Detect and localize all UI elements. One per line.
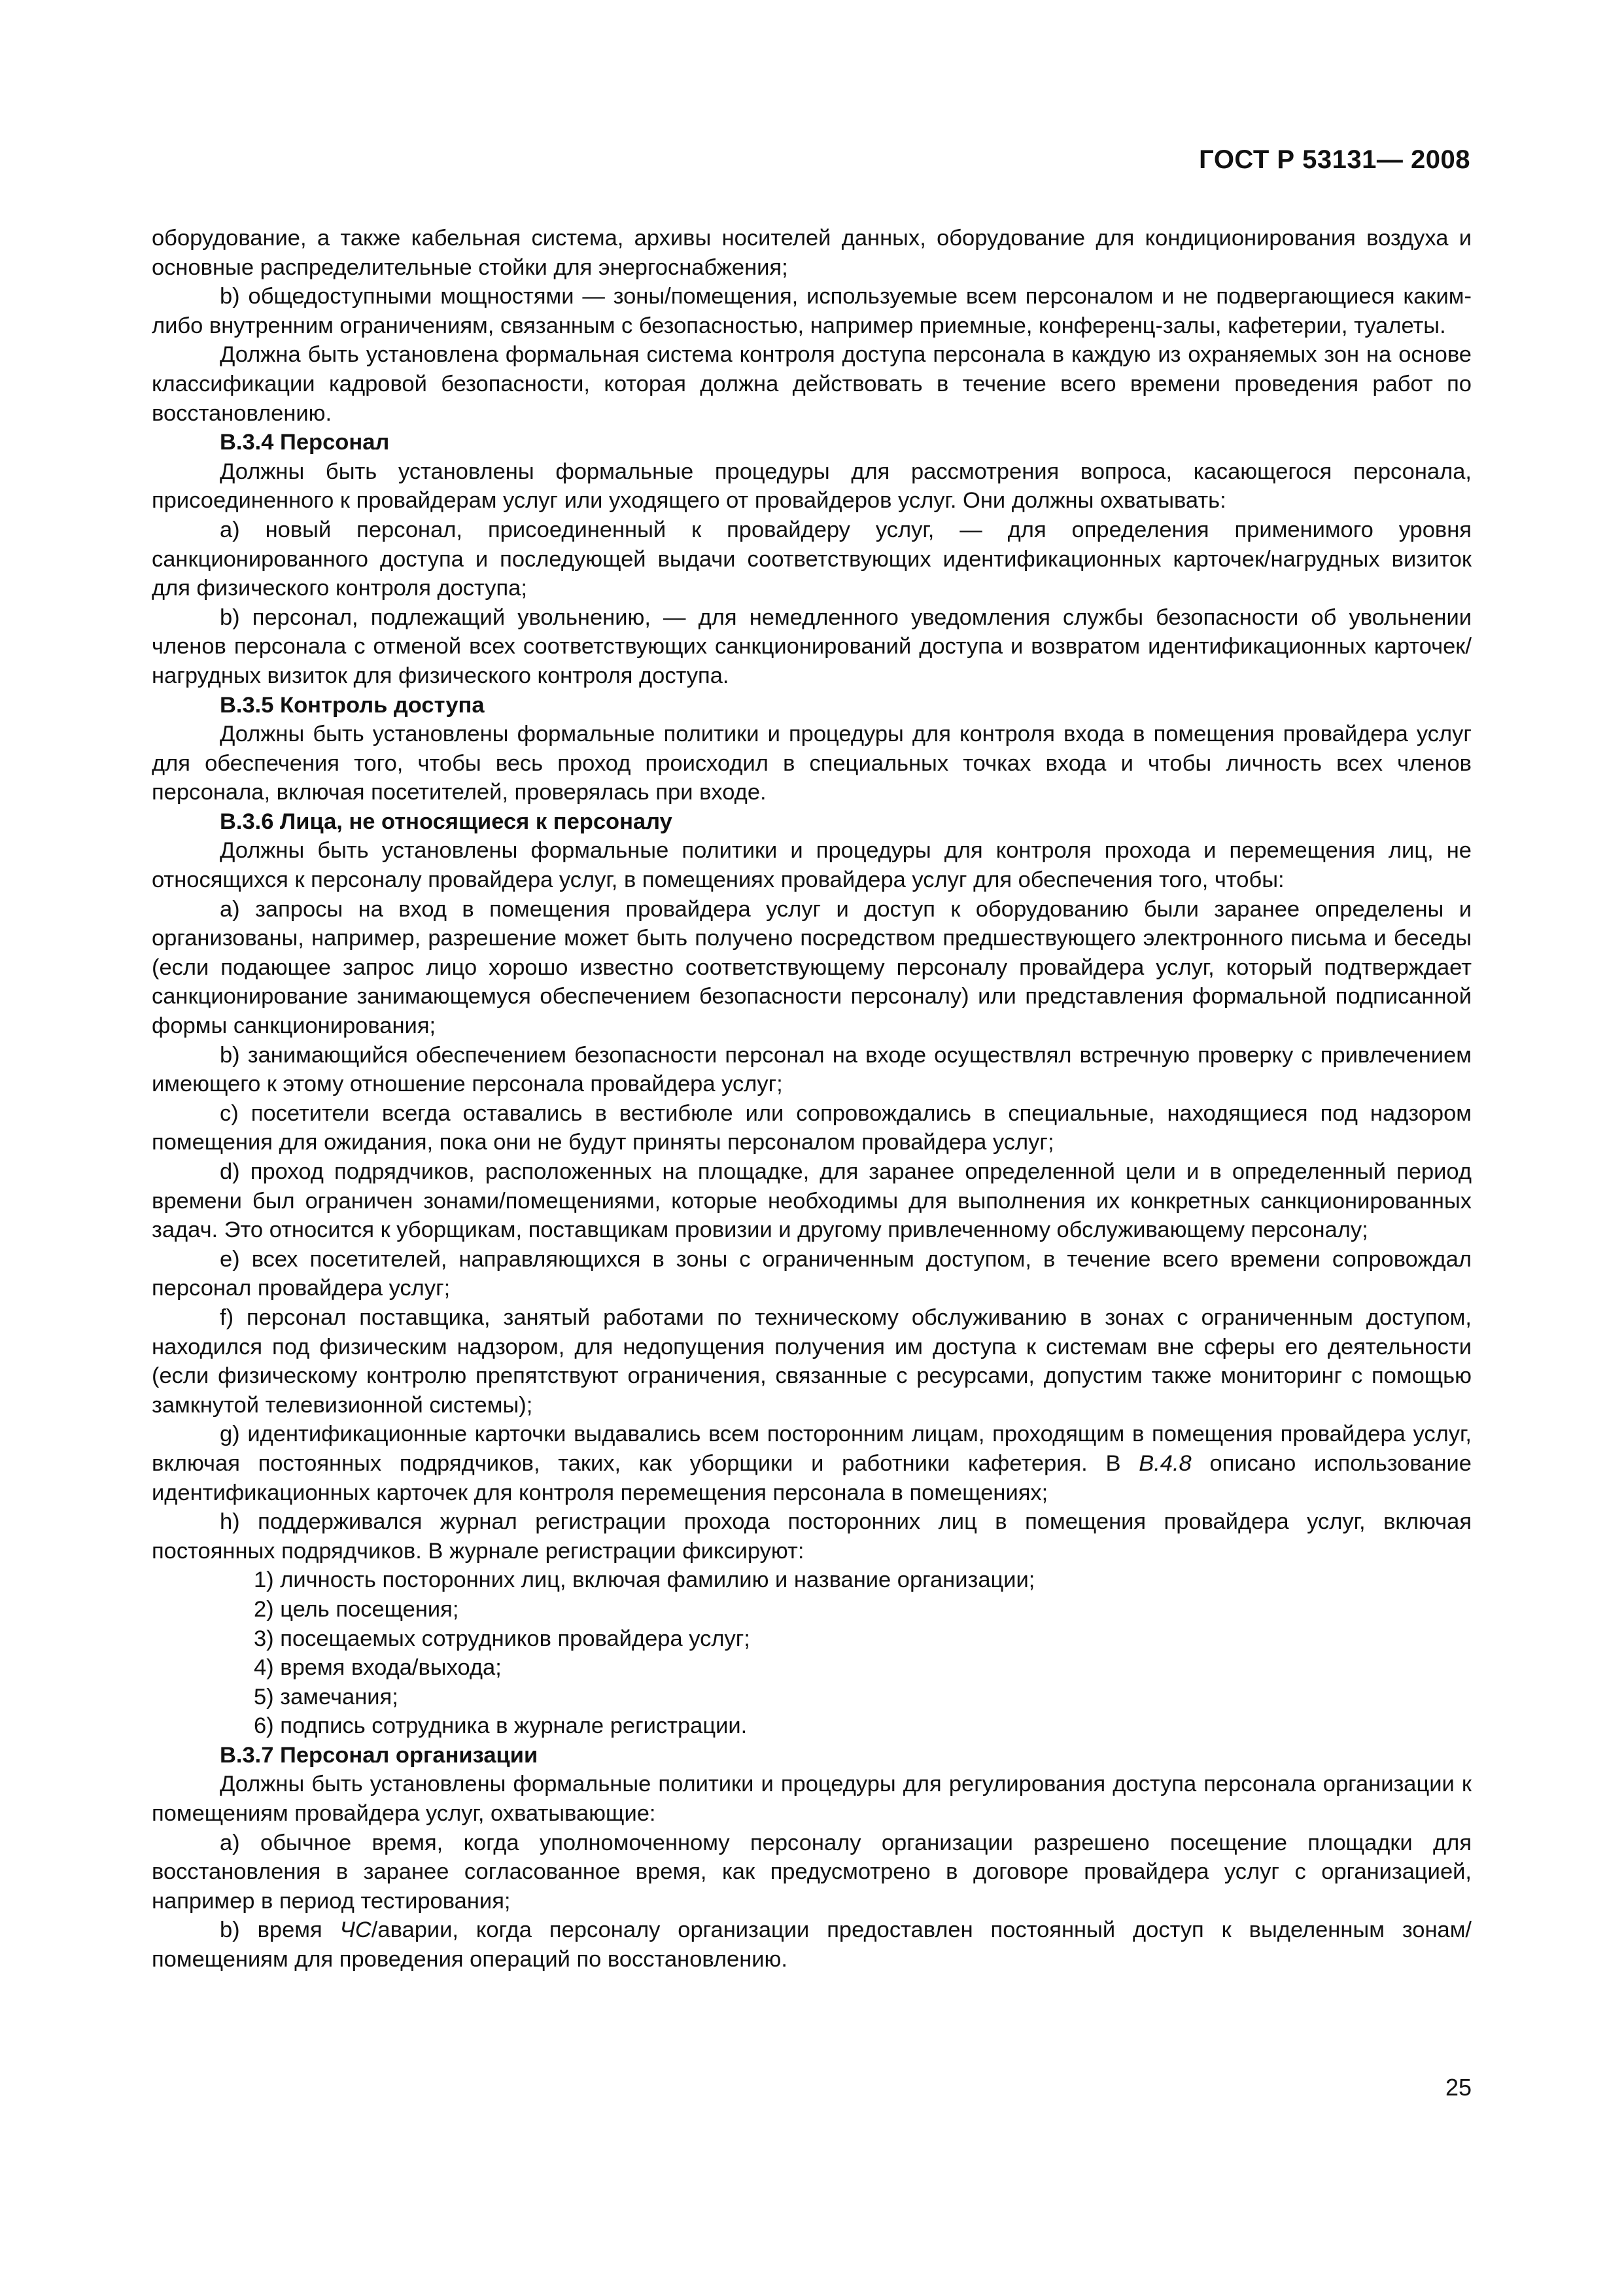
- paragraph: h) поддерживался журнал регистрации прохода посторонних лиц в помещения провайдера услуг, включая постоянных подрядчиков. В журнале регистрации фиксируют:: [152, 1509, 1472, 1564]
- section-heading-b36: В.3.6 Лица, не относящиеся к персоналу: [220, 809, 672, 834]
- page-number: 25: [1445, 2074, 1472, 2101]
- paragraph: b) общедоступными мощностями — зоны/помещения, используемые всем персоналом и не подвергающиеся каким-либо внутренним ограничениям, связанным с безопасностью, например приемные, конференц-залы, кафетерии, туалеты.: [152, 284, 1472, 338]
- text-run: g) идентификационные карточки выдавались всем посторонним лицам, проходящим в помещения провайдера услуг, включая постоянных подрядчиков, таких, как уборщики и работники кафетерия. В: [152, 1422, 1472, 1476]
- list-item: 4) время входа/выхода;: [254, 1655, 502, 1681]
- document-body: [152, 224, 1472, 1974]
- paragraph: d) проход подрядчиков, расположенных на площадке, для заранее определенной цели и в определенный период времени был ограничен зонами/помещениями, которые необходимы для выполнения их конкретных санкционированных задач. Это относится к уборщикам, поставщикам провизии и другому привлеченному обслуживающему персоналу;: [152, 1159, 1472, 1243]
- paragraph: f) персонал поставщика, занятый работами по техническому обслуживанию в зонах с ограниченным доступом, находился под физическим надзором, для недопущения получения им доступа к системам вне сферы его деятельности (если физическому контролю препятствуют ограничения, связанные с ресурсами, допустим также мониторинг с помощью замкнутой телевизионной системы);: [152, 1305, 1472, 1418]
- text-run: описано использование идентификационных карточек для контроля перемещения персонала в помещениях;: [152, 1450, 1472, 1505]
- list-item: 5) замечания;: [254, 1684, 398, 1709]
- list-item: 6) подпись сотрудника в журнале регистрации.: [254, 1713, 748, 1739]
- paragraph: Должны быть установлены формальные политики и процедуры для контроля входа в помещения провайдера услуг для обеспечения того, чтобы весь проход происходил в специальных точках входа и чтобы личность всех членов персонала, включая посетителей, проверялась при входе.: [152, 722, 1472, 805]
- paragraph: Должны быть установлены формальные процедуры для рассмотрения вопроса, касающегося персонала, присоединенного к провайдерам услуг или уходящего от провайдеров услуг. Они должны охватывать:: [152, 459, 1472, 514]
- text-run: b) время: [220, 1918, 340, 1943]
- paragraph: е) всех посетителей, направляющихся в зоны с ограниченным доступом, в течение всего времени сопровождал персонал провайдера услуг;: [152, 1246, 1472, 1301]
- paragraph: оборудование, а также кабельная система, архивы носителей данных, оборудование для кондиционирования воздуха и основные распределительные стойки для энергоснабжения;: [152, 226, 1472, 280]
- section-heading-b35: В.3.5 Контроль доступа: [220, 692, 485, 718]
- document-header: ГОСТ Р 53131— 2008: [1199, 145, 1470, 174]
- abbreviation: ЧС: [339, 1918, 371, 1943]
- paragraph: а) новый персонал, присоединенный к провайдеру услуг, — для определения применимого уровня санкционированного доступа и последующей выдачи соответствующих идентификационных карточек/нагрудных визиток для физического контроля доступа;: [152, 517, 1472, 601]
- paragraph: а) обычное время, когда уполномоченному персоналу организации разрешено посещение площадки для восстановления в заранее согласованное время, как предусмотрено в договоре провайдера услуг с организацией, например в период тестирования;: [152, 1830, 1472, 1914]
- text-run: /аварии, когда персоналу организации предоставлен постоянный доступ к выделенным зонам/помещениям для проведения операций по восстановлению.: [152, 1918, 1472, 1972]
- paragraph: с) посетители всегда оставались в вестибюле или сопровождались в специальные, находящиеся под надзором помещения для ожидания, пока они не будут приняты персоналом провайдера услуг;: [152, 1100, 1472, 1155]
- paragraph: b) персонал, подлежащий увольнению, — для немедленного уведомления службы безопасности об увольнении членов персонала с отменой всех соответствующих санкционирований доступа и возвратом идентификационных карточек/нагрудных визиток для физического контроля доступа.: [152, 604, 1472, 688]
- list-item: 3) посещаемых сотрудников провайдера услуг;: [254, 1626, 750, 1651]
- paragraph: Должна быть установлена формальная система контроля доступа персонала в каждую из охраняемых зон на основе классификации кадровой безопасности, которая должна действовать в течение всего времени проведения работ по восстановлению.: [152, 342, 1472, 426]
- paragraph: [152, 1916, 1472, 1974]
- section-heading-b34: В.3.4 Персонал: [220, 430, 390, 455]
- cross-reference: В.4.8: [1139, 1450, 1192, 1476]
- list-item: 1) личность посторонних лиц, включая фамилию и название организации;: [254, 1568, 1035, 1593]
- paragraph: [152, 1420, 1472, 1507]
- section-heading-b37: В.3.7 Персонал организации: [220, 1742, 538, 1768]
- paragraph: Должны быть установлены формальные политики и процедуры для регулирования доступа персонала организации к помещениям провайдера услуг, охватывающие:: [152, 1772, 1472, 1827]
- paragraph: Должны быть установлены формальные политики и процедуры для контроля прохода и перемещения лиц, не относящихся к персоналу провайдера услуг, в помещениях провайдера услуг для обеспечения того, чтобы:: [152, 838, 1472, 893]
- list-item: 2) цель посещения;: [254, 1596, 459, 1622]
- paragraph: b) занимающийся обеспечением безопасности персонал на входе осуществлял встречную проверку с привлечением имеющего к этому отношение персонала провайдера услуг;: [152, 1042, 1472, 1097]
- paragraph: а) запросы на вход в помещения провайдера услуг и доступ к оборудованию были заранее определены и организованы, например, разрешение может быть получено посредством предшествующего электронного письма и беседы (если подающее запрос лицо хорошо известно соответствующему персоналу провайдера услуг, который подтверждает санкционирование занимающемуся обеспечением безопасности персоналу) или представления формальной подписанной формы санкционирования;: [152, 896, 1472, 1039]
